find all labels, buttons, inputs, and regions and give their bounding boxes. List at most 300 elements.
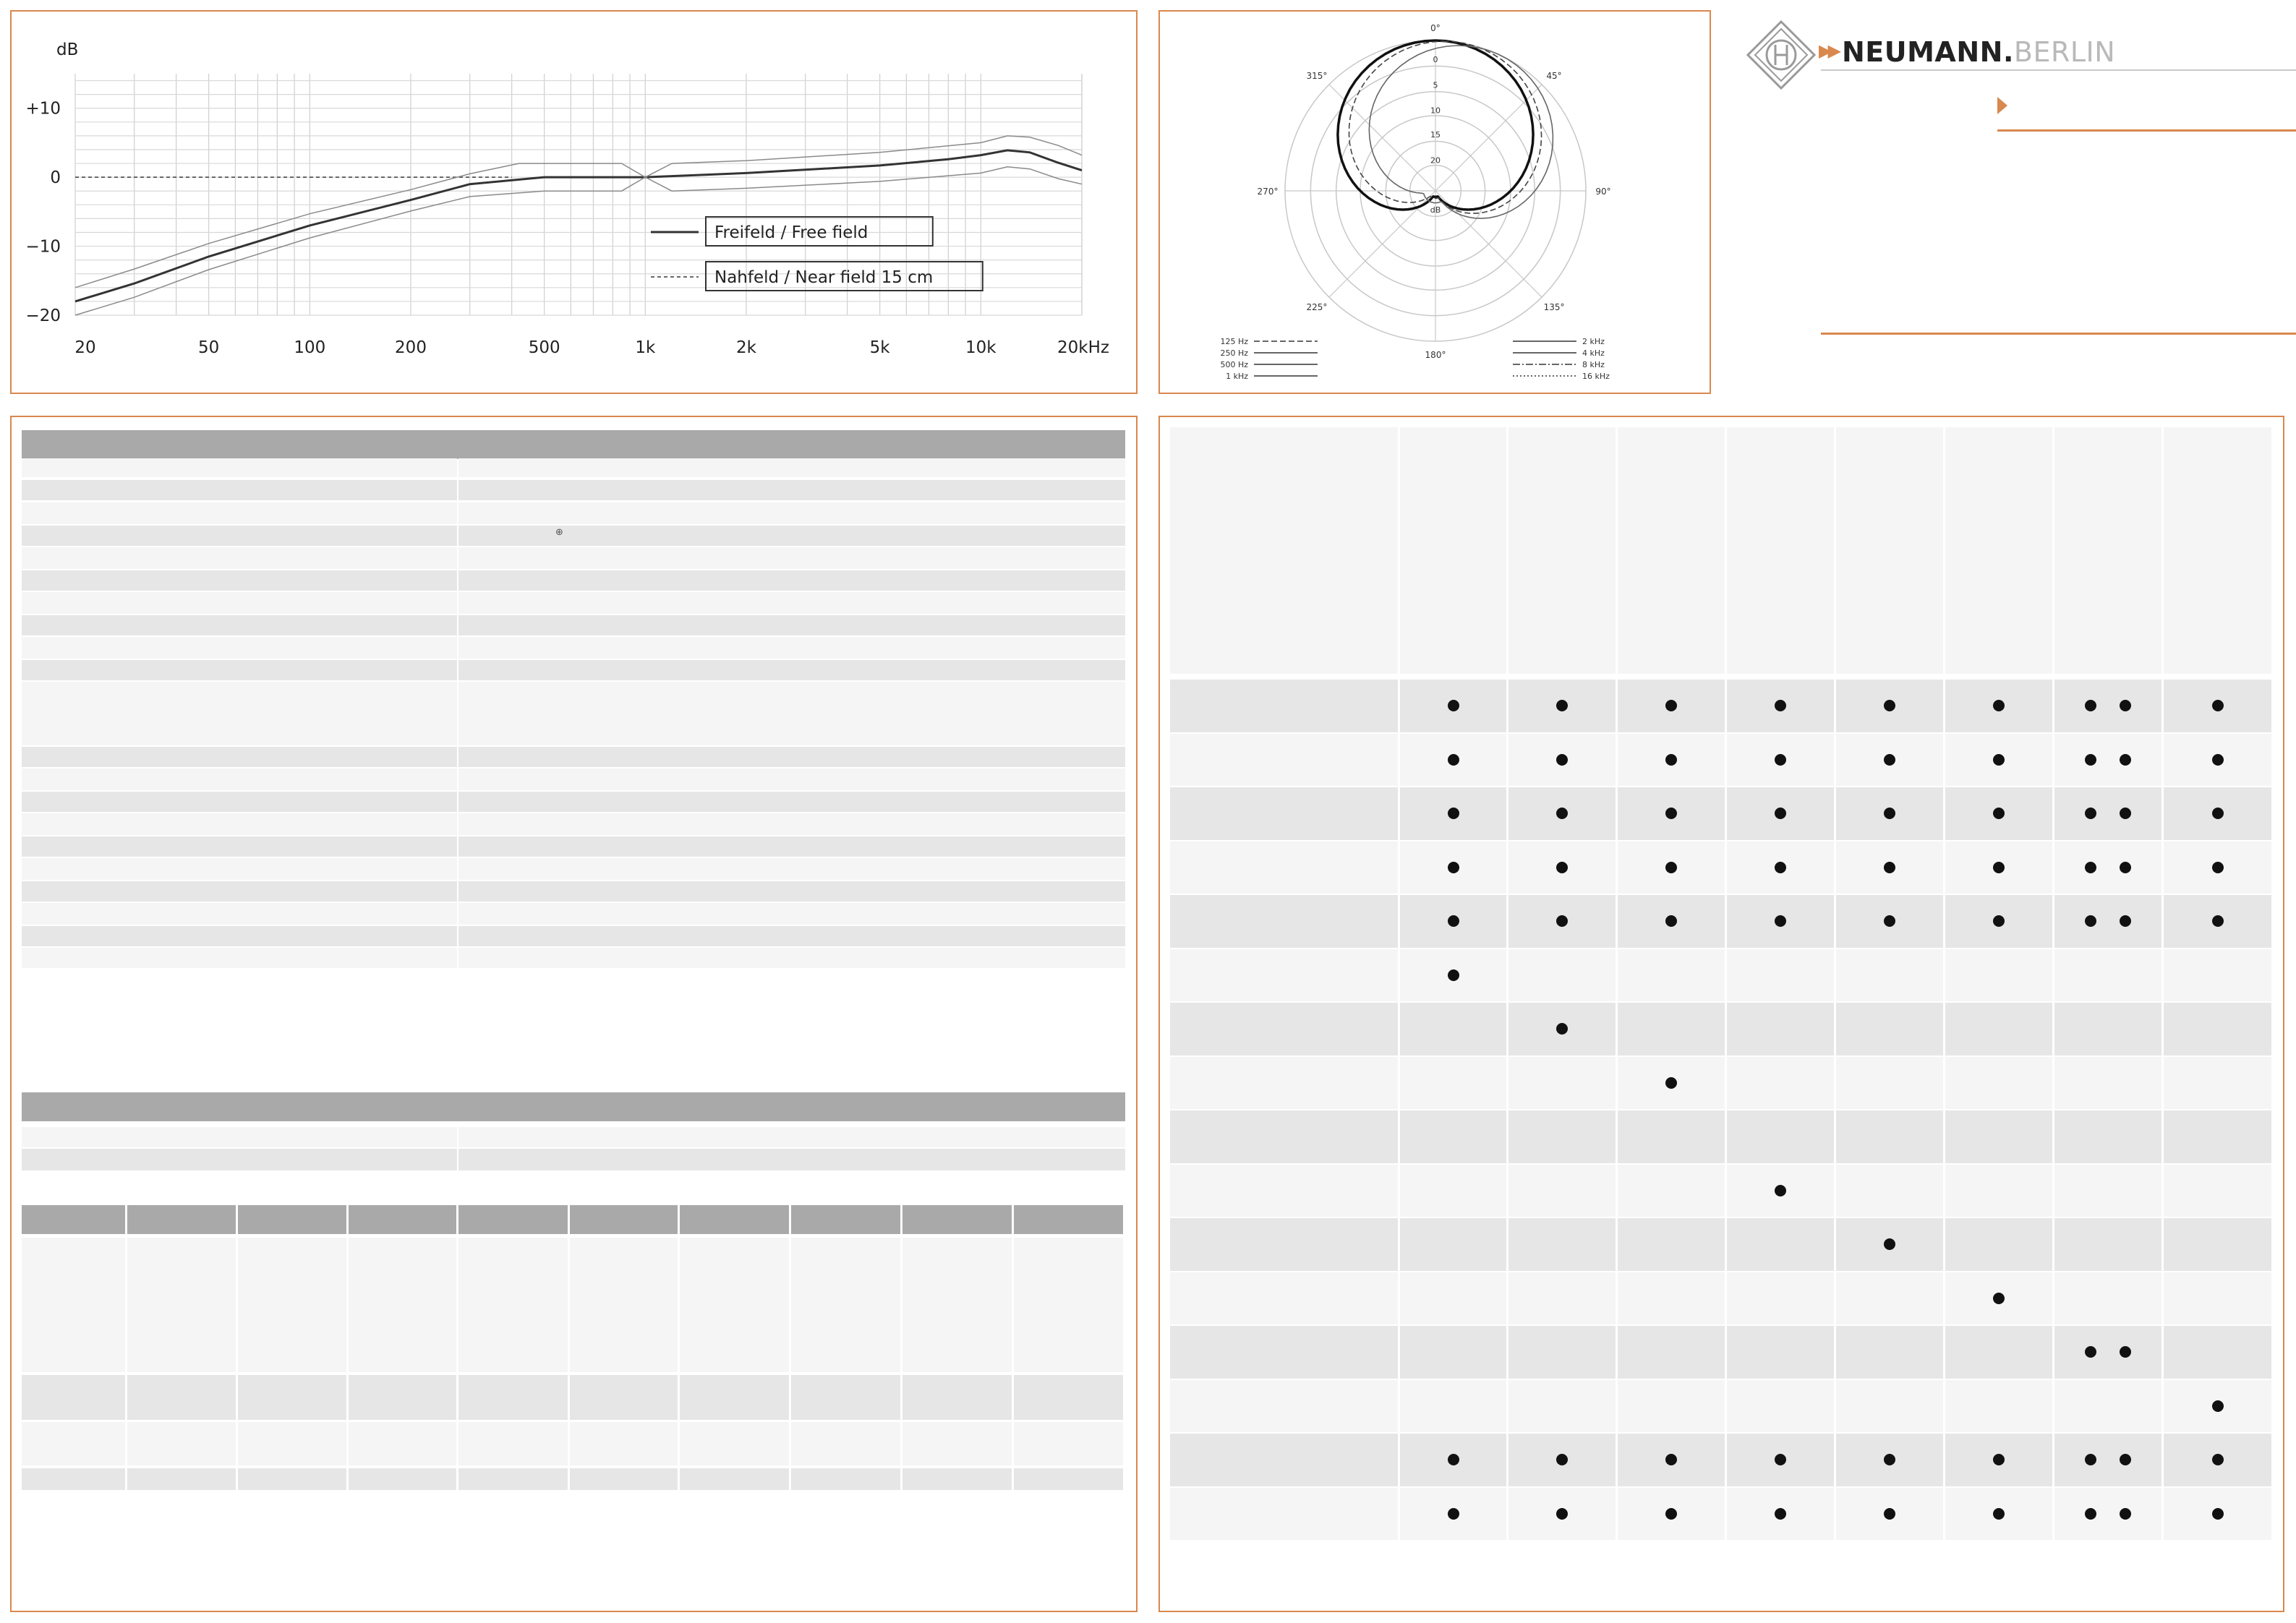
- matrix-header-cell: [1508, 427, 1616, 674]
- table-row-label-cell: [22, 836, 457, 857]
- compatibility-dot-icon: [1884, 754, 1895, 766]
- table-cell: [1014, 1422, 1123, 1465]
- matrix-cell: [1727, 842, 1834, 894]
- matrix-cell: [1400, 1218, 1506, 1271]
- matrix-cell: [1400, 787, 1506, 840]
- table-header-cell: [458, 1205, 568, 1234]
- compatibility-dot-icon: [1993, 1454, 2005, 1465]
- compatibility-dot-icon: [1448, 808, 1459, 819]
- compatibility-dot-icon: [1448, 754, 1459, 766]
- table-cell: [238, 1238, 346, 1372]
- polar-radial-label: 15: [1430, 130, 1441, 140]
- compatibility-dot-icon: [1993, 862, 2005, 873]
- matrix-cell: [1508, 1434, 1616, 1486]
- table-row-value-cell: [458, 768, 1125, 790]
- matrix-row-label-cell: [1170, 1218, 1398, 1271]
- matrix-cell: [2054, 680, 2161, 732]
- compatibility-dot-icon: [1993, 915, 2005, 927]
- x-tick-label: 50: [198, 338, 220, 357]
- x-tick-label: 100: [294, 338, 326, 357]
- matrix-cell: [2054, 1434, 2161, 1486]
- matrix-cell: [1945, 1272, 2052, 1325]
- polar-radial-label: 5: [1433, 80, 1438, 90]
- polar-angle-label: 180°: [1425, 350, 1446, 360]
- table-row-label-cell: [22, 526, 457, 546]
- compatibility-dot-icon: [1884, 1508, 1895, 1520]
- matrix-row-label-cell: [1170, 1488, 1398, 1541]
- polar-angle-label: 135°: [1543, 301, 1565, 312]
- table-row-label-cell: [22, 948, 457, 968]
- matrix-cell: [1618, 949, 1725, 1002]
- y-tick-label: −10: [25, 237, 61, 257]
- matrix-header-cell: [1727, 427, 1834, 674]
- matrix-cell: [2164, 734, 2271, 787]
- matrix-cell: [1400, 734, 1506, 787]
- matrix-cell: [1836, 1218, 1943, 1271]
- matrix-cell: [1727, 895, 1834, 948]
- matrix-cell: [1945, 949, 2052, 1002]
- table-row-label-cell: [22, 502, 457, 524]
- matrix-header-cell: [1618, 427, 1725, 674]
- compatibility-dot-icon: [1884, 700, 1895, 711]
- table-row-label-cell: [22, 813, 457, 835]
- matrix-cell: [1836, 1380, 1943, 1433]
- matrix-cell: [1836, 842, 1943, 894]
- matrix-cell: [2054, 1057, 2161, 1110]
- matrix-cell: [2164, 787, 2271, 840]
- matrix-cell: [2054, 1003, 2161, 1055]
- matrix-cell: [2164, 680, 2271, 732]
- specifications-panel: [10, 416, 1138, 1612]
- accent-rule-bottom: [1821, 333, 2296, 335]
- matrix-header-cell: [1836, 427, 1943, 674]
- matrix-cell: [1945, 895, 2052, 948]
- compatibility-dot-icon: [1556, 1023, 1568, 1035]
- compatibility-dot-icon: [1993, 754, 2005, 766]
- polar-legend-label: 8 kHz: [1582, 360, 1605, 369]
- table-cell: [791, 1238, 900, 1372]
- matrix-cell: [1727, 1272, 1834, 1325]
- compatibility-dot-icon: [1993, 700, 2005, 711]
- table-cell: [791, 1422, 900, 1465]
- matrix-cell: [2054, 787, 2161, 840]
- y-tick-label: +10: [25, 99, 61, 119]
- table-row-label-cell: [22, 747, 457, 767]
- matrix-cell: [1400, 1488, 1506, 1541]
- table-row-value-cell: [458, 948, 1125, 968]
- compatibility-dot-icon: [1665, 1454, 1677, 1465]
- table-cell: [22, 1468, 125, 1490]
- table-cell: [1014, 1468, 1123, 1490]
- polar-legend-label: 500 Hz: [1220, 360, 1248, 369]
- matrix-cell: [1836, 949, 1943, 1002]
- table-header-cell: [22, 1205, 125, 1234]
- matrix-cell: [2054, 842, 2161, 894]
- table-row-value-cell: [458, 858, 1125, 880]
- polar-angle-label: 45°: [1546, 71, 1562, 82]
- matrix-cell: [1727, 1434, 1834, 1486]
- compatibility-dot-icon: [1665, 700, 1677, 711]
- compatibility-dot-icon: [2212, 915, 2224, 927]
- matrix-cell: [1727, 949, 1834, 1002]
- table-cell: [349, 1422, 456, 1465]
- compatibility-dot-icon: [1993, 808, 2005, 819]
- matrix-cell: [2054, 1326, 2161, 1379]
- table-cell: [127, 1238, 236, 1372]
- table-cell: [1014, 1238, 1123, 1372]
- matrix-cell: [1618, 1434, 1725, 1486]
- matrix-cell: [1836, 1272, 1943, 1325]
- table-cell: [1014, 1375, 1123, 1420]
- matrix-row-label-cell: [1170, 1380, 1398, 1433]
- x-tick-label: 10k: [965, 338, 997, 357]
- polar-angle-label: 315°: [1306, 71, 1328, 82]
- table-cell: [570, 1422, 678, 1465]
- neumann-logo-icon: [1745, 19, 1817, 91]
- compatibility-dot-icon: [2085, 754, 2096, 766]
- polar-radial-label: 20: [1430, 155, 1441, 166]
- matrix-cell: [1945, 1218, 2052, 1271]
- compatibility-dot-icon: [1556, 1454, 1568, 1465]
- matrix-cell: [1836, 1057, 1943, 1110]
- matrix-cell: [1618, 842, 1725, 894]
- compatibility-dot-icon: [2085, 862, 2096, 873]
- matrix-cell: [1836, 1326, 1943, 1379]
- table-row-value-cell: [458, 592, 1125, 614]
- table-row-value-cell: [458, 813, 1125, 835]
- polar-pattern-panel: [1158, 10, 1711, 394]
- table-header-cell: [902, 1205, 1012, 1234]
- table-row-label-cell: [22, 615, 457, 635]
- matrix-cell: [1400, 1272, 1506, 1325]
- table-cell: [570, 1238, 678, 1372]
- compatibility-dot-icon: [1665, 1508, 1677, 1520]
- compatibility-dot-icon: [2120, 1454, 2131, 1465]
- matrix-cell: [1508, 1057, 1616, 1110]
- compatibility-dot-icon: [1556, 700, 1568, 711]
- brand-divider: [1821, 69, 2296, 71]
- compatibility-dot-icon: [1556, 808, 1568, 819]
- matrix-cell: [1727, 734, 1834, 787]
- table-cell: [458, 1375, 568, 1420]
- matrix-cell: [1400, 949, 1506, 1002]
- polar-pattern-chart: [1160, 12, 1711, 394]
- table-header: [22, 1092, 1125, 1121]
- table-row-label-cell: [22, 547, 457, 569]
- matrix-cell: [1945, 1434, 2052, 1486]
- table-cell: [680, 1238, 789, 1372]
- table-row-label-cell: [22, 570, 457, 591]
- table-row-value-cell: [458, 881, 1125, 902]
- matrix-cell: [1508, 1165, 1616, 1217]
- table-header-cell: [680, 1205, 789, 1234]
- accent-rule: [1997, 129, 2296, 132]
- chart-legend: [651, 217, 983, 291]
- matrix-cell: [2164, 1110, 2271, 1163]
- compatibility-dot-icon: [2120, 808, 2131, 819]
- matrix-cell: [1836, 895, 1943, 948]
- table-header-cell: [1014, 1205, 1123, 1234]
- matrix-cell: [1618, 787, 1725, 840]
- compatibility-dot-icon: [1775, 700, 1786, 711]
- matrix-cell: [1836, 1110, 1943, 1163]
- table-header: [22, 430, 1125, 459]
- compatibility-dot-icon: [2212, 1508, 2224, 1520]
- matrix-cell: [1945, 1110, 2052, 1163]
- compatibility-dot-icon: [2120, 1508, 2131, 1520]
- compatibility-dot-icon: [2212, 1400, 2224, 1412]
- brand-name: [1842, 36, 2115, 68]
- x-tick-label: 200: [395, 338, 427, 357]
- compatibility-dot-icon: [1884, 915, 1895, 927]
- matrix-cell: [1400, 842, 1506, 894]
- compatibility-dot-icon: [1993, 1293, 2005, 1304]
- matrix-cell: [2054, 1488, 2161, 1541]
- x-tick-label: 20: [74, 338, 96, 357]
- compatibility-dot-icon: [1884, 1454, 1895, 1465]
- compatibility-dot-icon: [1775, 862, 1786, 873]
- matrix-row-label-cell: [1170, 680, 1398, 732]
- polar-angle-label: 0°: [1430, 23, 1441, 33]
- compatibility-dot-icon: [2120, 915, 2131, 927]
- matrix-cell: [2164, 895, 2271, 948]
- polar-legend-label: 2 kHz: [1582, 337, 1605, 346]
- table-cell: [570, 1468, 678, 1490]
- matrix-cell: [1400, 1434, 1506, 1486]
- y-tick-label: −20: [25, 307, 61, 325]
- compatibility-dot-icon: [2120, 700, 2131, 711]
- compatibility-dot-icon: [2085, 915, 2096, 927]
- table-cell: [127, 1422, 236, 1465]
- compatibility-dot-icon: [1665, 754, 1677, 766]
- table-row-value-cell: [458, 570, 1125, 591]
- matrix-cell: [2054, 1218, 2161, 1271]
- table-row-label-cell: [22, 768, 457, 790]
- compatibility-dot-icon: [1884, 862, 1895, 873]
- compatibility-dot-icon: [1448, 969, 1459, 981]
- table-row-value-cell: [458, 637, 1125, 659]
- compatibility-dot-icon: [2120, 754, 2131, 766]
- compatibility-matrix-panel: [1158, 416, 2284, 1612]
- brand-name-neumann: NEUMANN.: [1842, 36, 2014, 68]
- matrix-cell: [1727, 1110, 1834, 1163]
- compatibility-dot-icon: [1775, 808, 1786, 819]
- matrix-cell: [1618, 1110, 1725, 1163]
- compatibility-dot-icon: [1775, 1454, 1786, 1465]
- legend-label: Nahfeld / Near field 15 cm: [714, 268, 934, 287]
- matrix-cell: [1618, 895, 1725, 948]
- compatibility-dot-icon: [1884, 808, 1895, 819]
- matrix-cell: [1508, 787, 1616, 840]
- matrix-cell: [1618, 1380, 1725, 1433]
- table-row-value-cell: [458, 547, 1125, 569]
- table-row-label-cell: [22, 480, 457, 500]
- matrix-cell: [2054, 734, 2161, 787]
- table-row-value-cell: [458, 660, 1125, 680]
- table-row-value-cell: [458, 1127, 1125, 1147]
- compatibility-dot-icon: [1665, 808, 1677, 819]
- compatibility-dot-icon: [2085, 1454, 2096, 1465]
- polar-legend-label: 1 kHz: [1226, 372, 1248, 381]
- matrix-cell: [1945, 1488, 2052, 1541]
- matrix-cell: [1508, 1326, 1616, 1379]
- compatibility-dot-icon: [1448, 862, 1459, 873]
- triangle-bullet-icon: [1997, 97, 2007, 114]
- table-row-label-cell: [22, 792, 457, 812]
- polar-angle-label: 90°: [1595, 187, 1611, 197]
- matrix-cell: [2164, 1380, 2271, 1433]
- matrix-cell: [1727, 1218, 1834, 1271]
- brand-name-berlin: BERLIN: [2013, 36, 2116, 68]
- table-cell: [22, 1422, 125, 1465]
- compatibility-dot-icon: [1556, 754, 1568, 766]
- table-cell: [902, 1238, 1012, 1372]
- polar-legend-label: 125 Hz: [1220, 337, 1248, 346]
- compatibility-dot-icon: [1775, 1508, 1786, 1520]
- compatibility-dot-icon: [2085, 700, 2096, 711]
- table-cell: [238, 1422, 346, 1465]
- matrix-cell: [1400, 680, 1506, 732]
- table-cell: [458, 1422, 568, 1465]
- matrix-cell: [1400, 1057, 1506, 1110]
- matrix-cell: [2164, 1434, 2271, 1486]
- matrix-cell: [2164, 1003, 2271, 1055]
- matrix-cell: [1400, 895, 1506, 948]
- frequency-response-panel: [10, 10, 1138, 394]
- matrix-cell: [1400, 1165, 1506, 1217]
- matrix-cell: [1836, 680, 1943, 732]
- matrix-cell: [1836, 734, 1943, 787]
- matrix-cell: [1727, 1165, 1834, 1217]
- compatibility-dot-icon: [2085, 1508, 2096, 1520]
- table-cell: [680, 1468, 789, 1490]
- table-row-label-cell: [22, 637, 457, 659]
- matrix-row-label-cell: [1170, 1326, 1398, 1379]
- polar-angle-label: 270°: [1257, 187, 1279, 197]
- matrix-cell: [1508, 842, 1616, 894]
- compatibility-dot-icon: [2212, 808, 2224, 819]
- table-cell: [680, 1422, 789, 1465]
- table-row-value-cell: [458, 502, 1125, 524]
- x-tick-label: 5k: [869, 338, 890, 357]
- matrix-cell: [1727, 680, 1834, 732]
- matrix-cell: [1618, 1326, 1725, 1379]
- matrix-cell: [1508, 949, 1616, 1002]
- compatibility-dot-icon: [1665, 1077, 1677, 1089]
- table-row-label-cell: [22, 903, 457, 925]
- compatibility-dot-icon: [1665, 862, 1677, 873]
- matrix-cell: [2054, 895, 2161, 948]
- table-cell: [680, 1375, 789, 1420]
- double-arrow-icon: ▶▶: [1819, 40, 1837, 61]
- matrix-cell: [1727, 1380, 1834, 1433]
- table-row-value-cell: [458, 1149, 1125, 1170]
- brand-header: [1732, 10, 2296, 343]
- matrix-cell: [1945, 1380, 2052, 1433]
- y-tick-label: 0: [50, 168, 61, 188]
- table-row-label-cell: [22, 682, 457, 745]
- polar-legend: [1220, 337, 1610, 381]
- matrix-cell: [1727, 1057, 1834, 1110]
- matrix-cell: [1945, 1057, 2052, 1110]
- matrix-cell: [2054, 1272, 2161, 1325]
- matrix-cell: [1618, 1057, 1725, 1110]
- matrix-cell: [2164, 1326, 2271, 1379]
- table-cell: [458, 1238, 568, 1372]
- frequency-response-chart: [12, 12, 1138, 394]
- matrix-cell: [1508, 1488, 1616, 1541]
- spec-small-symbol: ⊕: [555, 527, 563, 538]
- polar-legend-label: 4 kHz: [1582, 348, 1605, 358]
- y-axis-label: dB: [56, 40, 79, 59]
- table-cell: [902, 1468, 1012, 1490]
- matrix-row-label-cell: [1170, 1003, 1398, 1055]
- table-row-label-cell: [22, 458, 457, 477]
- matrix-cell: [1508, 1218, 1616, 1271]
- matrix-cell: [1508, 1272, 1616, 1325]
- matrix-cell: [1945, 787, 2052, 840]
- compatibility-dot-icon: [1556, 862, 1568, 873]
- table-row-label-cell: [22, 881, 457, 902]
- table-cell: [349, 1468, 456, 1490]
- compatibility-dot-icon: [2212, 862, 2224, 873]
- matrix-cell: [1727, 1003, 1834, 1055]
- polar-legend-label: 250 Hz: [1220, 348, 1248, 358]
- matrix-cell: [1727, 787, 1834, 840]
- matrix-row-label-cell: [1170, 1434, 1398, 1486]
- table-header-cell: [238, 1205, 346, 1234]
- table-row-value-cell: [458, 903, 1125, 925]
- matrix-cell: [1836, 1488, 1943, 1541]
- table-row-value-cell: [458, 615, 1125, 635]
- matrix-cell: [1945, 1326, 2052, 1379]
- compatibility-dot-icon: [1448, 700, 1459, 711]
- matrix-row-label-cell: [1170, 787, 1398, 840]
- matrix-cell: [1618, 1218, 1725, 1271]
- matrix-cell: [1618, 1272, 1725, 1325]
- table-cell: [22, 1375, 125, 1420]
- table-cell: [791, 1468, 900, 1490]
- matrix-cell: [1727, 1488, 1834, 1541]
- matrix-cell: [2054, 1165, 2161, 1217]
- table-cell: [349, 1238, 456, 1372]
- table-row-value-cell: [458, 836, 1125, 857]
- matrix-cell: [2164, 842, 2271, 894]
- table-row-label-cell: [22, 926, 457, 946]
- table-row-value-cell: [458, 792, 1125, 812]
- x-tick-label: 500: [528, 338, 560, 357]
- matrix-cell: [1618, 1488, 1725, 1541]
- table-header-cell: [349, 1205, 456, 1234]
- compatibility-dot-icon: [1884, 1238, 1895, 1250]
- compatibility-dot-icon: [2085, 808, 2096, 819]
- matrix-cell: [1945, 734, 2052, 787]
- polar-angle-label: 225°: [1306, 301, 1328, 312]
- matrix-cell: [1508, 895, 1616, 948]
- matrix-cell: [1618, 734, 1725, 787]
- matrix-row-label-cell: [1170, 1165, 1398, 1217]
- matrix-cell: [1508, 1003, 1616, 1055]
- table-row-value-cell: [458, 480, 1125, 500]
- polar-radial-label: dB: [1430, 205, 1441, 215]
- compatibility-dot-icon: [1775, 915, 1786, 927]
- compatibility-dot-icon: [1993, 1508, 2005, 1520]
- matrix-cell: [1945, 842, 2052, 894]
- table-cell: [570, 1375, 678, 1420]
- matrix-cell: [1945, 1165, 2052, 1217]
- compatibility-dot-icon: [1665, 915, 1677, 927]
- matrix-cell: [1618, 680, 1725, 732]
